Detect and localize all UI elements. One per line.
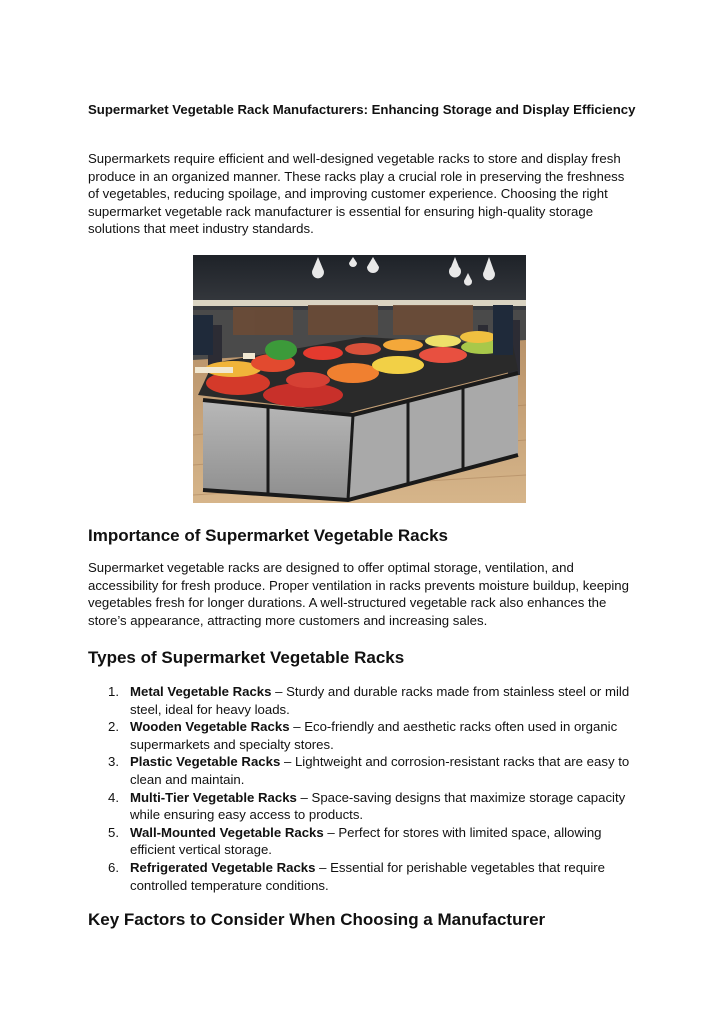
list-item xyxy=(88,683,636,718)
list-item-name: Plastic Vegetable Racks xyxy=(130,754,281,770)
produce-display-illustration xyxy=(193,255,526,503)
list-item xyxy=(88,718,636,753)
list-number: 1. xyxy=(108,684,119,699)
section-heading-factors: Key Factors to Consider When Choosing a Manufacturer xyxy=(88,910,546,929)
list-item xyxy=(88,824,636,859)
list-number: 5. xyxy=(108,824,119,840)
list-number: 4. xyxy=(108,789,119,805)
list-item-name: Refrigerated Vegetable Racks xyxy=(130,859,316,875)
list-number: 3. xyxy=(108,754,119,770)
list-item-text: – Perfect for stores with limited space, allowing efficient vertical storage. xyxy=(130,824,602,858)
list-number: 2. xyxy=(108,719,119,735)
list-item-text: – Sturdy and durable racks made from stainless steel or mild steel, ideal for heavy loads. xyxy=(130,684,630,717)
list-item-name: Wooden Vegetable Racks xyxy=(130,719,290,735)
intro-paragraph: Supermarkets require efficient and well-designed vegetable racks to store and display fresh produce in an organized manner. These racks play a crucial role in preserving the freshness of vegetables, reducing spoilage, and improving customer experience. Choosing the right supermarket vegetable rack manufacturer is essential for ensuring high-quality storage solutions that meet industry standards. xyxy=(88,151,625,237)
importance-paragraph: Supermarket vegetable racks are designed to offer optimal storage, ventilation, and accessibility for fresh produce. Proper ventilation in racks prevents moisture buildup, keeping vegetables fresh for longer durations. A well-structured vegetable rack also enhances the store’s appearance, attracting more customers and increasing sales. xyxy=(88,560,629,628)
list-item-name: Multi-Tier Vegetable Racks xyxy=(130,789,297,805)
list-item xyxy=(88,753,636,788)
list-item xyxy=(88,859,636,894)
list-item-name: Metal Vegetable Racks xyxy=(130,684,272,699)
produce-display-photo xyxy=(193,255,526,503)
section-heading-importance: Importance of Supermarket Vegetable Racks xyxy=(88,526,448,545)
list-item-text: – Space-saving designs that maximize storage capacity while ensuring easy access to products. xyxy=(130,789,626,823)
list-number: 6. xyxy=(108,859,119,875)
list-item-text: – Essential for perishable vegetables that require controlled temperature conditions. xyxy=(130,859,606,893)
list-item-text: – Eco-friendly and aesthetic racks often used in organic supermarkets and specialty stores. xyxy=(130,719,618,752)
list-item-name: Wall-Mounted Vegetable Racks xyxy=(130,824,324,840)
list-item-text: – Lightweight and corrosion-resistant racks that are easy to clean and maintain. xyxy=(130,754,630,787)
section-heading-types: Types of Supermarket Vegetable Racks xyxy=(88,648,405,667)
list-item xyxy=(88,789,636,824)
document-title: Supermarket Vegetable Rack Manufacturers: Enhancing Storage and Display Efficiency xyxy=(88,102,636,117)
rack-types-list xyxy=(88,683,636,894)
